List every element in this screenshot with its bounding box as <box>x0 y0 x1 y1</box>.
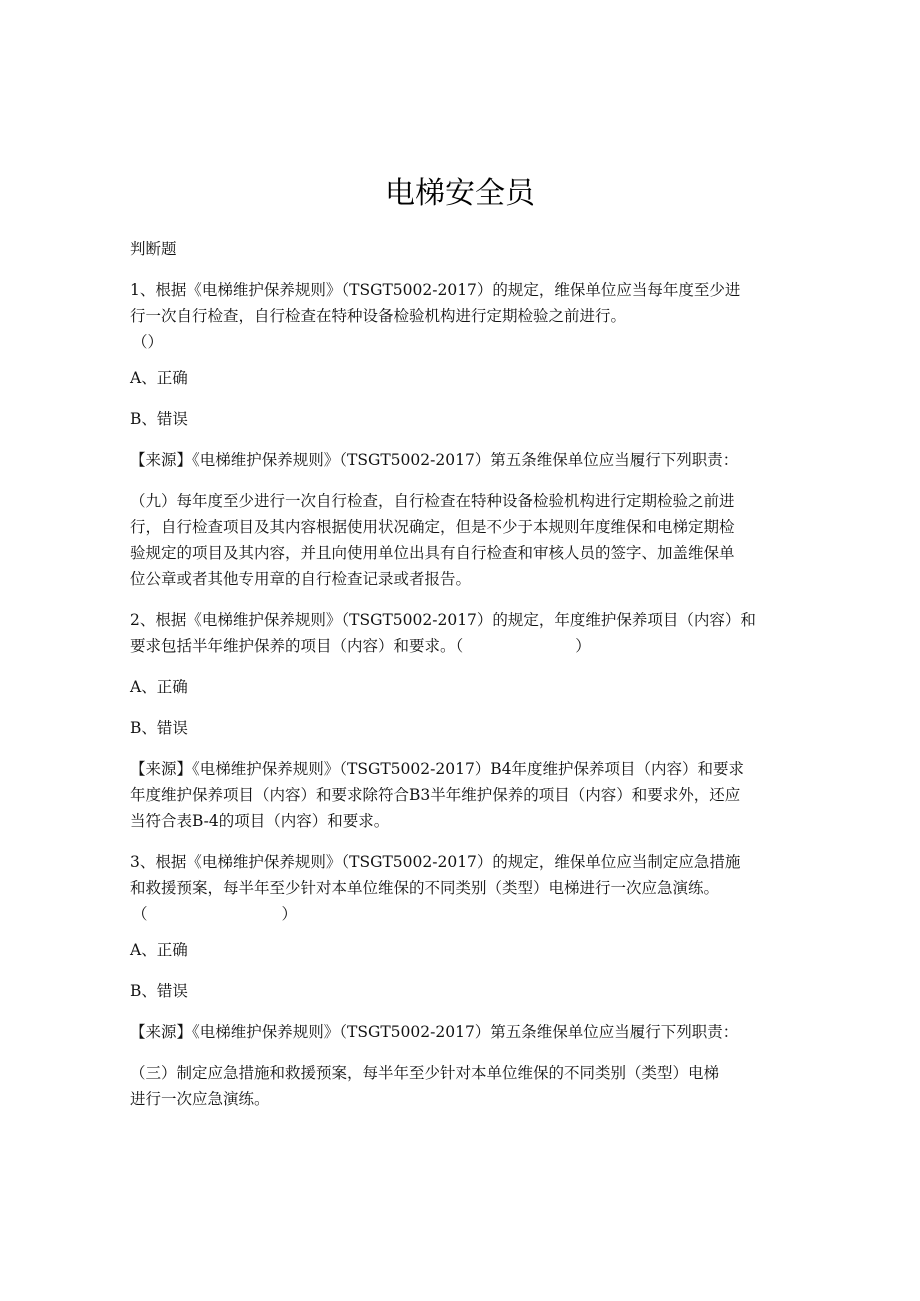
explanation-line-3: 验规定的项目及其内容，并且向使用单位出具有自行检查和审核人员的签字、加盖维保单 <box>130 544 735 562</box>
explanation-line-4: 位公章或者其他专用章的自行检查记录或者报告。 <box>130 570 472 588</box>
question-3-line-1: 3、根据《电梯维护保养规则》（TSGT5002-2017）的规定，维保单位应当制定应急措施 <box>130 853 741 871</box>
question-2-line-2-text: 要求包括半年维护保养的项目（内容）和要求。（ <box>130 637 464 655</box>
question-3-option-b <box>130 978 798 1004</box>
section-heading-text: 判断题 <box>130 240 177 258</box>
page-title: 电梯安全员 <box>385 176 535 211</box>
option-a-text: A、正确 <box>130 369 188 387</box>
question-3-line-3 <box>130 901 798 927</box>
question-2-line-2 <box>130 633 798 659</box>
question-2-option-b <box>130 715 798 741</box>
question-3-line-2: 和救援预案，每半年至少针对本单位维保的不同类别（类型）电梯进行一次应急演练。 <box>130 879 720 897</box>
source-text: 【来源】《电梯维护保养规则》（TSGT5002-2017）第五条维保单位应当履行下列职责： <box>130 451 739 469</box>
question-2-option-a <box>130 674 798 700</box>
document-body <box>130 236 798 1127</box>
option-a-text: A、正确 <box>130 941 188 959</box>
question-3-paren-close: ） <box>281 905 298 923</box>
question-3 <box>130 849 798 927</box>
question-3-option-a <box>130 937 798 963</box>
question-3-explanation <box>130 1060 798 1112</box>
explanation-line-2: 进行一次应急演练。 <box>130 1090 270 1108</box>
question-1-explanation <box>130 488 798 592</box>
explanation-line-1: （九）每年度至少进行一次自行检查，自行检查在特种设备检验机构进行定期检验之前进 <box>130 492 735 510</box>
question-1 <box>130 277 798 355</box>
question-3-paren-open: （ <box>132 905 148 923</box>
question-1-line-1: 1、根据《电梯维护保养规则》（TSGT5002-2017）的规定，维保单位应当每年度至少进 <box>130 281 741 299</box>
source-line-3: 当符合表B-4的项目（内容）和要求。 <box>130 812 390 830</box>
question-2-source <box>130 756 798 834</box>
explanation-line-2: 行，自行检查项目及其内容根据使用状况确定，但是不少于本规则年度维保和电梯定期检 <box>130 518 735 536</box>
explanation-line-1: （三）制定应急措施和救援预案，每半年至少针对本单位维保的不同类别（类型）电梯 <box>130 1064 720 1082</box>
question-2-line-2-close: ） <box>575 637 591 655</box>
source-line-2: 年度维护保养项目（内容）和要求除符合B3半年维护保养的项目（内容）和要求外，还应 <box>130 786 741 804</box>
source-text: 【来源】《电梯维护保养规则》（TSGT5002-2017）第五条维保单位应当履行下列职责： <box>130 1023 739 1041</box>
question-1-source <box>130 447 798 473</box>
question-1-line-2: 行一次自行检查，自行检查在特种设备检验机构进行定期检验之前进行。 <box>130 307 627 325</box>
source-line-1: 【来源】《电梯维护保养规则》（TSGT5002-2017）B4年度维护保养项目（内容）和要求 <box>130 760 745 778</box>
option-b-text: B、错误 <box>130 410 188 428</box>
option-b-text: B、错误 <box>130 719 188 737</box>
section-heading <box>130 236 798 262</box>
question-1-option-a <box>130 365 798 391</box>
question-2 <box>130 607 798 659</box>
question-3-source <box>130 1019 798 1045</box>
option-b-text: B、错误 <box>130 982 188 1000</box>
option-a-text: A、正确 <box>130 678 188 696</box>
question-1-option-b <box>130 406 798 432</box>
question-2-line-1: 2、根据《电梯维护保养规则》（TSGT5002-2017）的规定，年度维护保养项目（内容）和 <box>130 611 756 629</box>
question-1-line-3: （） <box>132 333 164 351</box>
